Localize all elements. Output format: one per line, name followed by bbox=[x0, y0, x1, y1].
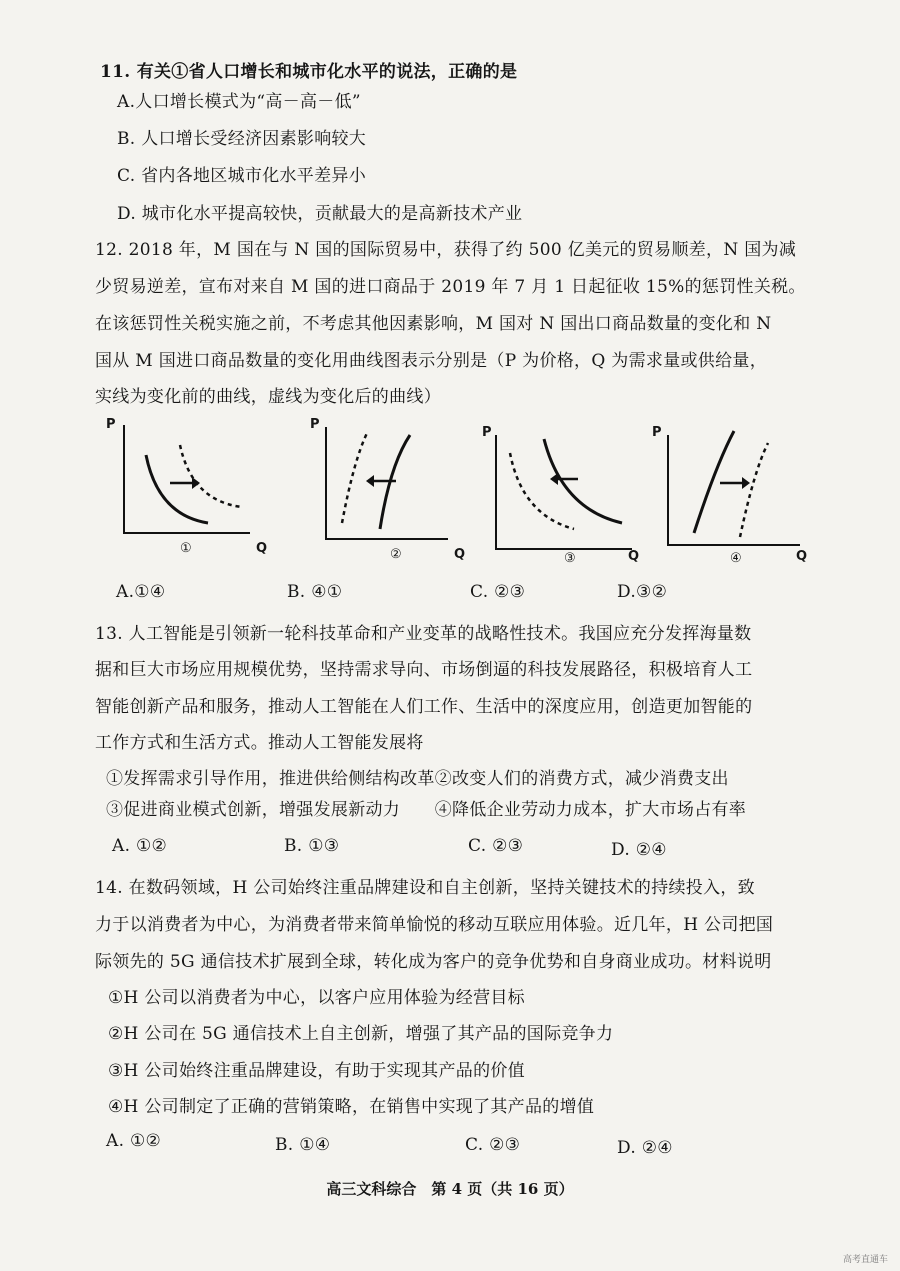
graph-2-q-axis-label: Q bbox=[454, 547, 466, 562]
q13-items-line-2: ③促进商业模式创新，增强发展新动力 ④降低企业劳动力成本，扩大市场占有率 bbox=[106, 800, 747, 820]
graph-4-p-axis-label: P bbox=[652, 425, 662, 440]
q13-items-line-1: ①发挥需求引导作用，推进供给侧结构改革②改变人们的消费方式，减少消费支出 bbox=[106, 769, 729, 789]
graph-3 bbox=[482, 415, 640, 575]
q12-stem-line-4: 国从 M 国进口商品数量的变化用曲线图表示分别是（P 为价格，Q 为需求量或供给量， bbox=[95, 351, 767, 371]
graph-3-plot bbox=[482, 415, 632, 555]
graph-1-q-axis-label: Q bbox=[256, 541, 268, 556]
q12-stem-line-3: 在该惩罚性关税实施之前，不考虑其他因素影响，M 国对 N 国出口商品数量的变化和 N bbox=[95, 314, 772, 334]
q12-option-b: B. ④① bbox=[287, 582, 343, 602]
graph-4-number: ④ bbox=[730, 551, 742, 566]
q13-option-d: D. ②④ bbox=[611, 840, 667, 860]
q11-option-b: B. 人口增长受经济因素影响较大 bbox=[117, 129, 367, 149]
q12-stem-line-2: 少贸易逆差，宣布对来自 M 国的进口商品于 2019 年 7 月 1 日起征收 15%的惩罚性关税。 bbox=[95, 277, 806, 297]
page-footer: 高三文科综合 第 4 页（共 16 页） bbox=[326, 1180, 574, 1198]
graph-2-plot bbox=[298, 415, 448, 555]
q12-option-a: A.①④ bbox=[116, 582, 166, 602]
graph-2-number: ② bbox=[390, 547, 402, 562]
q11-option-d: D. 城市化水平提高较快，贡献最大的是高新技术产业 bbox=[117, 204, 523, 224]
q12-option-c: C. ②③ bbox=[470, 582, 526, 602]
q13-stem-line-2: 据和巨大市场应用规模优势，坚持需求导向、市场倒逼的科技发展路径，积极培育人工 bbox=[95, 660, 753, 680]
graph-2 bbox=[298, 415, 466, 575]
graph-1-p-axis-label: P bbox=[106, 417, 116, 432]
graph-3-p-axis-label: P bbox=[482, 425, 492, 440]
q14-stem-line-3: 际领先的 5G 通信技术扩展到全球，转化成为客户的竞争优势和自身商业成功。材料说明 bbox=[95, 952, 772, 972]
q12-graphs bbox=[100, 415, 820, 575]
graph-3-number: ③ bbox=[564, 551, 576, 566]
q13-stem-line-4: 工作方式和生活方式。推动人工智能发展将 bbox=[95, 733, 424, 753]
q14-option-b: B. ①④ bbox=[275, 1135, 331, 1155]
q14-item-4: ④H 公司制定了正确的营销策略，在销售中实现了其产品的增值 bbox=[108, 1097, 595, 1117]
q14-item-1: ①H 公司以消费者为中心，以客户应用体验为经营目标 bbox=[108, 988, 525, 1008]
q14-option-c: C. ②③ bbox=[465, 1135, 521, 1155]
watermark-logo: 高考直通车 bbox=[842, 1255, 888, 1265]
q14-item-2: ②H 公司在 5G 通信技术上自主创新，增强了其产品的国际竞争力 bbox=[108, 1024, 614, 1044]
q12-stem-line-1: 12. 2018 年，M 国在与 N 国的国际贸易中，获得了约 500 亿美元的贸易顺差，N 国为减 bbox=[95, 240, 797, 260]
graph-1 bbox=[100, 415, 268, 575]
q14-stem-line-2: 力于以消费者为中心，为消费者带来简单愉悦的移动互联应用体验。近几年，H 公司把国 bbox=[95, 915, 774, 935]
graph-4 bbox=[650, 415, 808, 575]
graph-2-p-axis-label: P bbox=[310, 417, 320, 432]
q13-option-a: A. ①② bbox=[112, 836, 168, 856]
q14-item-3: ③H 公司始终注重品牌建设，有助于实现其产品的价值 bbox=[108, 1061, 525, 1081]
q11-option-a: A.人口增长模式为“高－高－低” bbox=[117, 92, 361, 112]
graph-1-plot bbox=[100, 415, 250, 555]
graph-3-q-axis-label: Q bbox=[628, 549, 640, 564]
graph-4-plot bbox=[650, 415, 800, 555]
q14-option-d: D. ②④ bbox=[617, 1138, 673, 1158]
q13-stem-line-3: 智能创新产品和服务，推动人工智能在人们工作、生活中的深度应用，创造更加智能的 bbox=[95, 697, 753, 717]
q11-stem: 11. 有关①省人口增长和城市化水平的说法，正确的是 bbox=[100, 62, 518, 82]
q11-option-c: C. 省内各地区城市化水平差异小 bbox=[117, 166, 367, 186]
q14-stem-line-1: 14. 在数码领域，H 公司始终注重品牌建设和自主创新，坚持关键技术的持续投入，致 bbox=[95, 878, 755, 898]
q12-option-d: D.③② bbox=[617, 582, 668, 602]
q13-stem-line-1: 13. 人工智能是引领新一轮科技革命和产业变革的战略性技术。我国应充分发挥海量数 bbox=[95, 624, 752, 644]
q14-option-a: A. ①② bbox=[106, 1131, 162, 1151]
q13-option-b: B. ①③ bbox=[284, 836, 340, 856]
q13-option-c: C. ②③ bbox=[468, 836, 524, 856]
q12-stem-line-5: 实线为变化前的曲线，虚线为变化后的曲线） bbox=[95, 387, 441, 407]
graph-1-number: ① bbox=[180, 541, 192, 556]
graph-4-q-axis-label: Q bbox=[796, 549, 808, 564]
